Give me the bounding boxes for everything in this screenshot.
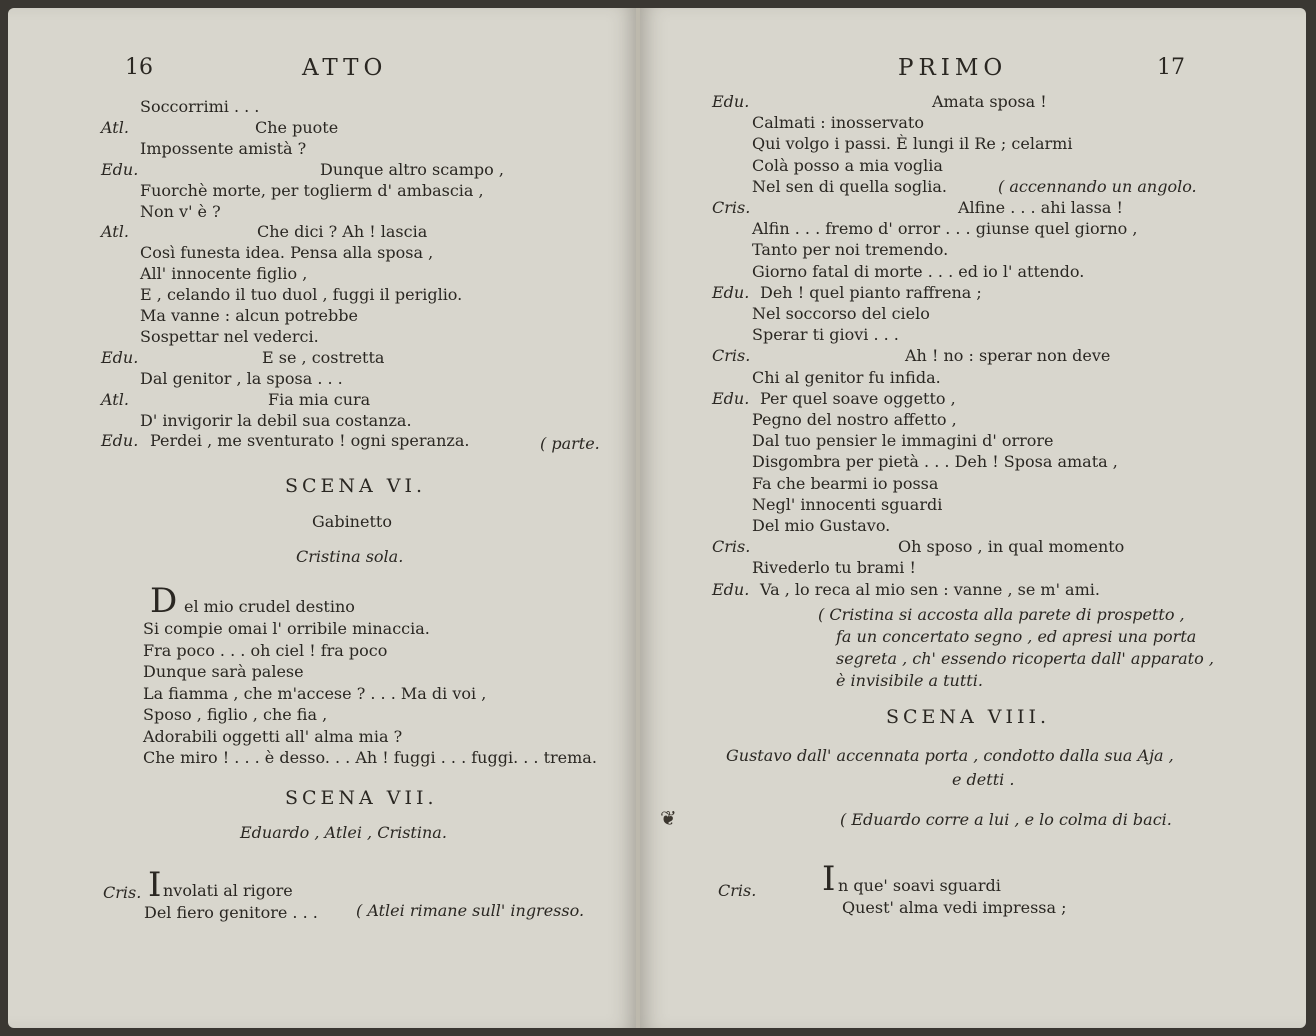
dialogue-line: Negl' innocenti sguardi xyxy=(752,494,943,514)
speaker-label: Edu. xyxy=(101,347,139,367)
speaker-label: Edu. xyxy=(712,388,750,408)
dialogue-line: Del mio Gustavo. xyxy=(752,516,891,535)
scene-7-title: SCENA VII. xyxy=(285,787,438,809)
right-last-second-line: Quest' alma vedi impressa ; xyxy=(842,898,1067,917)
dialogue-line: Pegno del nostro affetto , xyxy=(752,410,957,429)
speaker-label: Edu. xyxy=(712,579,750,599)
dialogue-line: E , celando il tuo duol , fuggi il periglio. xyxy=(140,285,463,305)
aria-drop-cap: D xyxy=(150,581,178,621)
stage-direction-line-4: è invisibile a tutti. xyxy=(836,671,983,690)
book-gutter xyxy=(636,8,640,1028)
dialogue-line: Soccorrimi . . . xyxy=(140,97,260,116)
dialogue-line: Oh sposo , in qual momento xyxy=(898,537,1125,557)
speaker-label: Edu. xyxy=(101,431,139,451)
dialogue-line: Perdei , me sventurato ! ogni speranza. xyxy=(150,431,470,451)
dialogue-line: Alfine . . . ahi lassa ! xyxy=(958,198,1123,217)
aria-verse: Che miro ! . . . è desso. . . Ah ! fuggi . . . fuggi. . . trema. xyxy=(143,748,597,767)
dialogue-line: Nel sen di quella soglia. xyxy=(752,176,948,196)
dialogue-line: Fia mia cura xyxy=(268,389,371,409)
dialogue-line: Rivederlo tu brami ! xyxy=(752,558,916,578)
scene-6-title: SCENA VI. xyxy=(285,475,427,497)
left-running-head: ATTO xyxy=(302,55,388,81)
aria-first-line: el mio crudel destino xyxy=(184,597,355,616)
scene-8-title: SCENA VIII. xyxy=(886,706,1051,728)
speaker-label: Cris. xyxy=(712,537,751,557)
stage-direction-line-1: ( Cristina si accosta alla parete di prospetto , xyxy=(818,605,1185,624)
printer-ornament-icon: ❦ xyxy=(660,806,677,830)
right-page-number: 17 xyxy=(1157,55,1185,80)
left-page-number: 16 xyxy=(125,55,153,80)
speaker-label: Atl. xyxy=(101,222,129,242)
dialogue-line: Per quel soave oggetto , xyxy=(760,388,956,408)
dialogue-line: Giorno fatal di morte . . . ed io l' attendo. xyxy=(752,261,1085,281)
speaker-label: Atl. xyxy=(101,117,129,137)
dialogue-line: Sperar ti giovi . . . xyxy=(752,325,899,345)
dialogue-line: Ah ! no : sperar non deve xyxy=(905,346,1111,366)
speaker-label: Atl. xyxy=(101,389,129,409)
scene-8-cast-line-1: Gustavo dall' accennata porta , condotto dalla sua Aja , xyxy=(726,746,1174,765)
speaker-label: Edu. xyxy=(712,282,750,302)
left-last-second-line: Del fiero genitore . . . xyxy=(144,903,318,922)
dialogue-line: Chi al genitor fu infida. xyxy=(752,367,941,387)
scene-8-cast-line-2: e detti . xyxy=(952,770,1015,789)
dialogue-line: Colà posso a mia voglia xyxy=(752,155,943,175)
aria-verse: La fiamma , che m'accese ? . . . Ma di voi , xyxy=(143,683,487,703)
speaker-label: Cris. xyxy=(712,346,751,366)
dialogue-line: Alfin . . . fremo d' orror . . . giunse quel giorno , xyxy=(752,219,1138,239)
scene-7-cast: Eduardo , Atlei , Cristina. xyxy=(240,823,447,842)
dialogue-line: Calmati : inosservato xyxy=(752,113,924,133)
stage-direction-angolo: ( accennando un angolo. xyxy=(998,177,1197,196)
stage-direction-atlei: ( Atlei rimane sull' ingresso. xyxy=(356,901,585,920)
dialogue-line: Amata sposa ! xyxy=(932,92,1047,111)
speaker-label: Edu. xyxy=(101,159,139,179)
dialogue-line: Dunque altro scampo , xyxy=(320,159,504,179)
dialogue-line: Dal tuo pensier le immagini d' orrore xyxy=(752,431,1054,451)
scene-8-stage-direction: ( Eduardo corre a lui , e lo colma di baci. xyxy=(840,810,1172,829)
dialogue-line: All' innocente figlio , xyxy=(140,264,308,284)
right-last-speaker: Cris. xyxy=(718,881,757,900)
dialogue-line: Tanto per noi tremendo. xyxy=(752,240,949,260)
dialogue-line: Qui volgo i passi. È lungi il Re ; celarmi xyxy=(752,134,1073,154)
aria-verse: Sposo , figlio , che fia , xyxy=(143,705,328,724)
aria-verse: Fra poco . . . oh ciel ! fra poco xyxy=(143,640,388,660)
dialogue-line: Non v' è ? xyxy=(140,201,221,221)
stage-direction-line-2: fa un concertato segno , ed apresi una porta xyxy=(836,627,1197,646)
dialogue-line: Sospettar nel vederci. xyxy=(140,326,319,346)
dialogue-line: Fa che bearmi io possa xyxy=(752,473,939,493)
dialogue-line: E se , costretta xyxy=(262,347,385,367)
stage-direction-line-3: segreta , ch' essendo ricoperta dall' apparato , xyxy=(836,649,1214,668)
dialogue-line: Così funesta idea. Pensa alla sposa , xyxy=(140,243,434,263)
right-last-first-line: n que' soavi sguardi xyxy=(838,876,1001,895)
left-last-first-line: nvolati al rigore xyxy=(163,881,293,900)
dialogue-line: Nel soccorso del cielo xyxy=(752,304,930,323)
dialogue-line: Dal genitor , la sposa . . . xyxy=(140,368,343,388)
aria-verse: Adorabili oggetti all' alma mia ? xyxy=(143,726,403,746)
left-last-drop-cap: I xyxy=(148,865,162,905)
dialogue-line: Impossente amistà ? xyxy=(140,138,307,158)
stage-direction-parte: ( parte. xyxy=(540,434,600,453)
dialogue-line: Che dici ? Ah ! lascia xyxy=(257,222,428,242)
speaker-label: Edu. xyxy=(712,92,750,111)
aria-verse: Si compie omai l' orribile minaccia. xyxy=(143,619,430,638)
dialogue-line: Deh ! quel pianto raffrena ; xyxy=(760,282,982,302)
dialogue-line: Ma vanne : alcun potrebbe xyxy=(140,306,358,325)
dialogue-line: Va , lo reca al mio sen : vanne , se m' ami. xyxy=(760,579,1100,599)
left-last-speaker: Cris. xyxy=(103,883,142,902)
right-page xyxy=(638,8,1306,1028)
dialogue-line: Che puote xyxy=(255,117,339,137)
speaker-label: Cris. xyxy=(712,198,751,217)
right-running-head: PRIMO xyxy=(898,55,1008,81)
dialogue-line: Fuorchè morte, per toglierm d' ambascia , xyxy=(140,180,484,200)
scene-6-cast: Cristina sola. xyxy=(296,547,404,566)
dialogue-line: Disgombra per pietà . . . Deh ! Sposa amata , xyxy=(752,452,1118,472)
aria-verse: Dunque sarà palese xyxy=(143,662,304,681)
scene-6-place: Gabinetto xyxy=(312,512,392,531)
right-last-drop-cap: I xyxy=(822,859,836,899)
dialogue-line: D' invigorir la debil sua costanza. xyxy=(140,410,412,430)
